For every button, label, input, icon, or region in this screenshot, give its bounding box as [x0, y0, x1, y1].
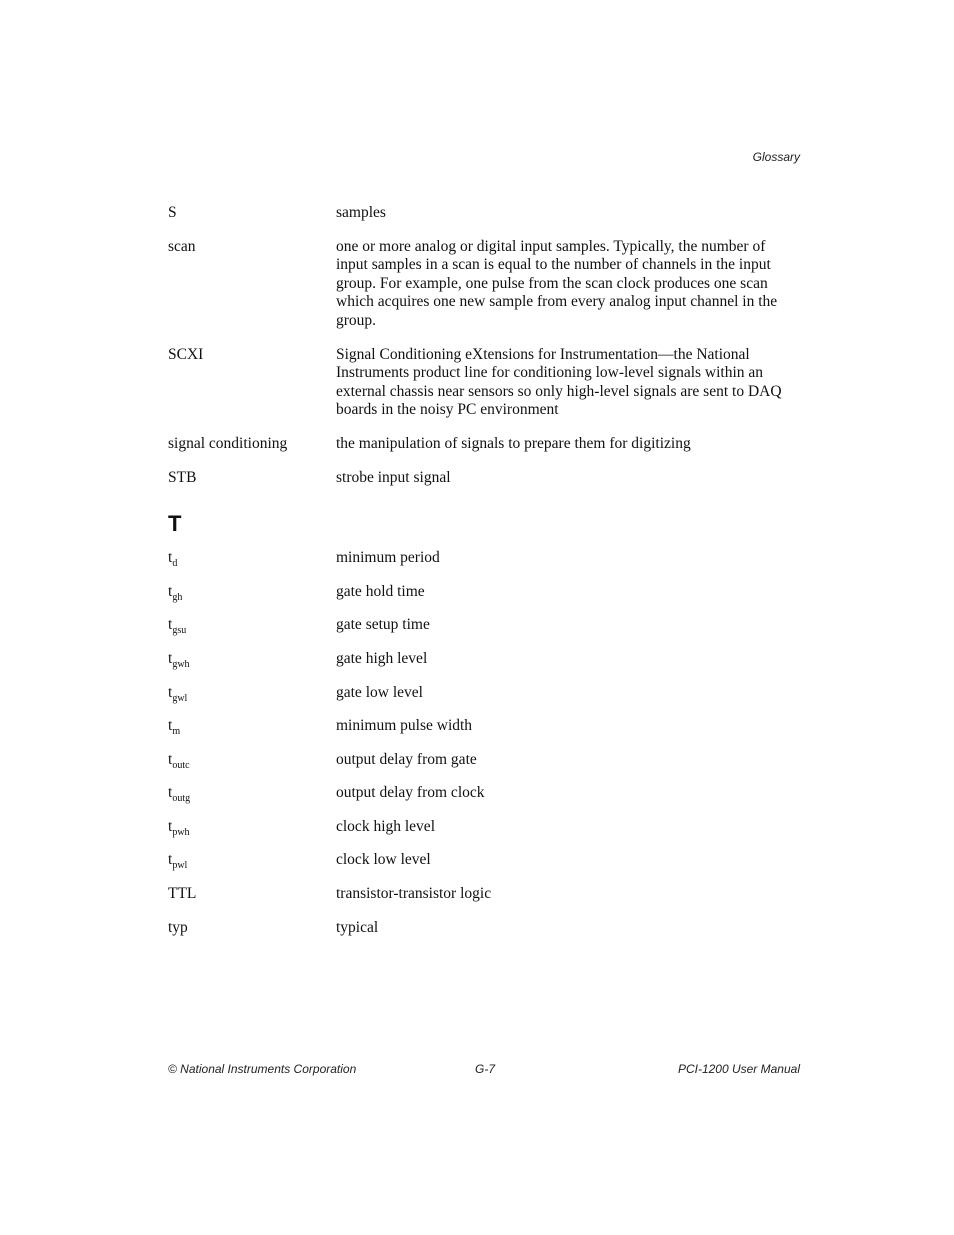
glossary-entry [168, 204, 800, 223]
term-text: SCXI [168, 345, 204, 363]
term-text: t [168, 683, 173, 701]
glossary-term [168, 616, 336, 635]
glossary-term [168, 469, 336, 488]
glossary-term [168, 346, 336, 420]
glossary-term [168, 818, 336, 837]
glossary-term [168, 717, 336, 736]
glossary-term [168, 919, 336, 938]
manual-title: PCI-1200 User Manual [677, 1062, 800, 1076]
term-text: t [168, 750, 173, 768]
glossary-definition: the manipulation of signals to prepare them for digitizing [336, 434, 691, 452]
glossary-term [168, 650, 336, 669]
glossary-term [168, 751, 336, 770]
glossary-entry [168, 435, 800, 454]
term-subscript: m [172, 726, 181, 738]
term-text: t [168, 817, 173, 835]
glossary-definition: gate high level [336, 649, 428, 667]
glossary-entry [168, 885, 800, 904]
term-subscript: gsu [172, 625, 187, 637]
term-subscript: pwh [172, 826, 190, 838]
glossary-entry [168, 469, 800, 488]
glossary-term [168, 238, 336, 331]
glossary-entry [168, 919, 800, 938]
term-subscript: gwh [172, 658, 190, 670]
term-text: t [168, 717, 173, 735]
term-text: STB [168, 468, 197, 486]
glossary-term [168, 784, 336, 803]
glossary-entry [168, 583, 800, 602]
term-text: S [168, 204, 177, 221]
glossary-definition: typical [336, 918, 379, 936]
page-number: G-7 [475, 1062, 496, 1076]
glossary-definition: strobe input signal [336, 468, 451, 486]
glossary-term [168, 204, 336, 223]
glossary-entry [168, 784, 800, 803]
glossary-term [168, 549, 336, 568]
section-letter: T [168, 511, 182, 537]
glossary-term [168, 851, 336, 870]
term-text: t [168, 582, 173, 600]
glossary-definition: gate setup time [336, 616, 430, 634]
glossary-term [168, 885, 336, 904]
glossary-definition: clock high level [336, 817, 435, 835]
term-text: scan [168, 237, 196, 255]
term-subscript: pwl [172, 860, 188, 872]
glossary-term [168, 684, 336, 703]
term-subscript: outc [172, 759, 190, 771]
glossary-definition: one or more analog or digital input samples. Typically, the number of input samples in a scan is equal to the number of channels in the input group. For example, one pulse from the scan clock produces one scan which acquires one new sample from every analog input channel in the group. [336, 237, 778, 329]
glossary-term [168, 435, 336, 454]
glossary-definition: minimum period [336, 549, 440, 567]
glossary-definition: output delay from clock [336, 784, 485, 802]
term-text: t [168, 649, 173, 667]
glossary-definition: Signal Conditioning eXtensions for Instrumentation—the National Instruments product line for conditioning low-level signals within an external chassis near sensors so only high-level signals are sent to DAQ boards in the noisy PC environment [336, 345, 782, 419]
running-header: Glossary [752, 150, 800, 164]
glossary-entry [168, 717, 800, 736]
glossary-entry [168, 238, 800, 331]
glossary-definition: minimum pulse width [336, 717, 473, 735]
term-text: TTL [168, 885, 197, 903]
term-subscript: gh [172, 591, 183, 603]
term-subscript: gwl [172, 692, 188, 704]
glossary-entry [168, 818, 800, 837]
glossary-entry [168, 650, 800, 669]
glossary-entry [168, 346, 800, 420]
term-text: signal conditioning [168, 434, 288, 452]
glossary-definition: samples [336, 204, 386, 221]
term-subscript: outg [172, 793, 191, 805]
glossary-term [168, 583, 336, 602]
term-text: t [168, 549, 173, 567]
glossary-entry [168, 851, 800, 870]
term-text: t [168, 851, 173, 869]
glossary-entry [168, 684, 800, 703]
footer-copyright: © National Instruments Corporation [168, 1062, 357, 1076]
term-text: typ [168, 918, 188, 936]
glossary-definition: gate hold time [336, 582, 425, 600]
glossary-definition: clock low level [336, 851, 431, 869]
term-text: t [168, 616, 173, 634]
glossary-entry [168, 616, 800, 635]
glossary-entry [168, 549, 800, 568]
glossary-entry [168, 751, 800, 770]
term-subscript: d [172, 558, 178, 570]
term-text: t [168, 784, 173, 802]
glossary-definition: output delay from gate [336, 750, 477, 768]
glossary-body [168, 204, 800, 952]
glossary-definition: gate low level [336, 683, 423, 701]
glossary-definition: transistor-transistor logic [336, 885, 492, 903]
